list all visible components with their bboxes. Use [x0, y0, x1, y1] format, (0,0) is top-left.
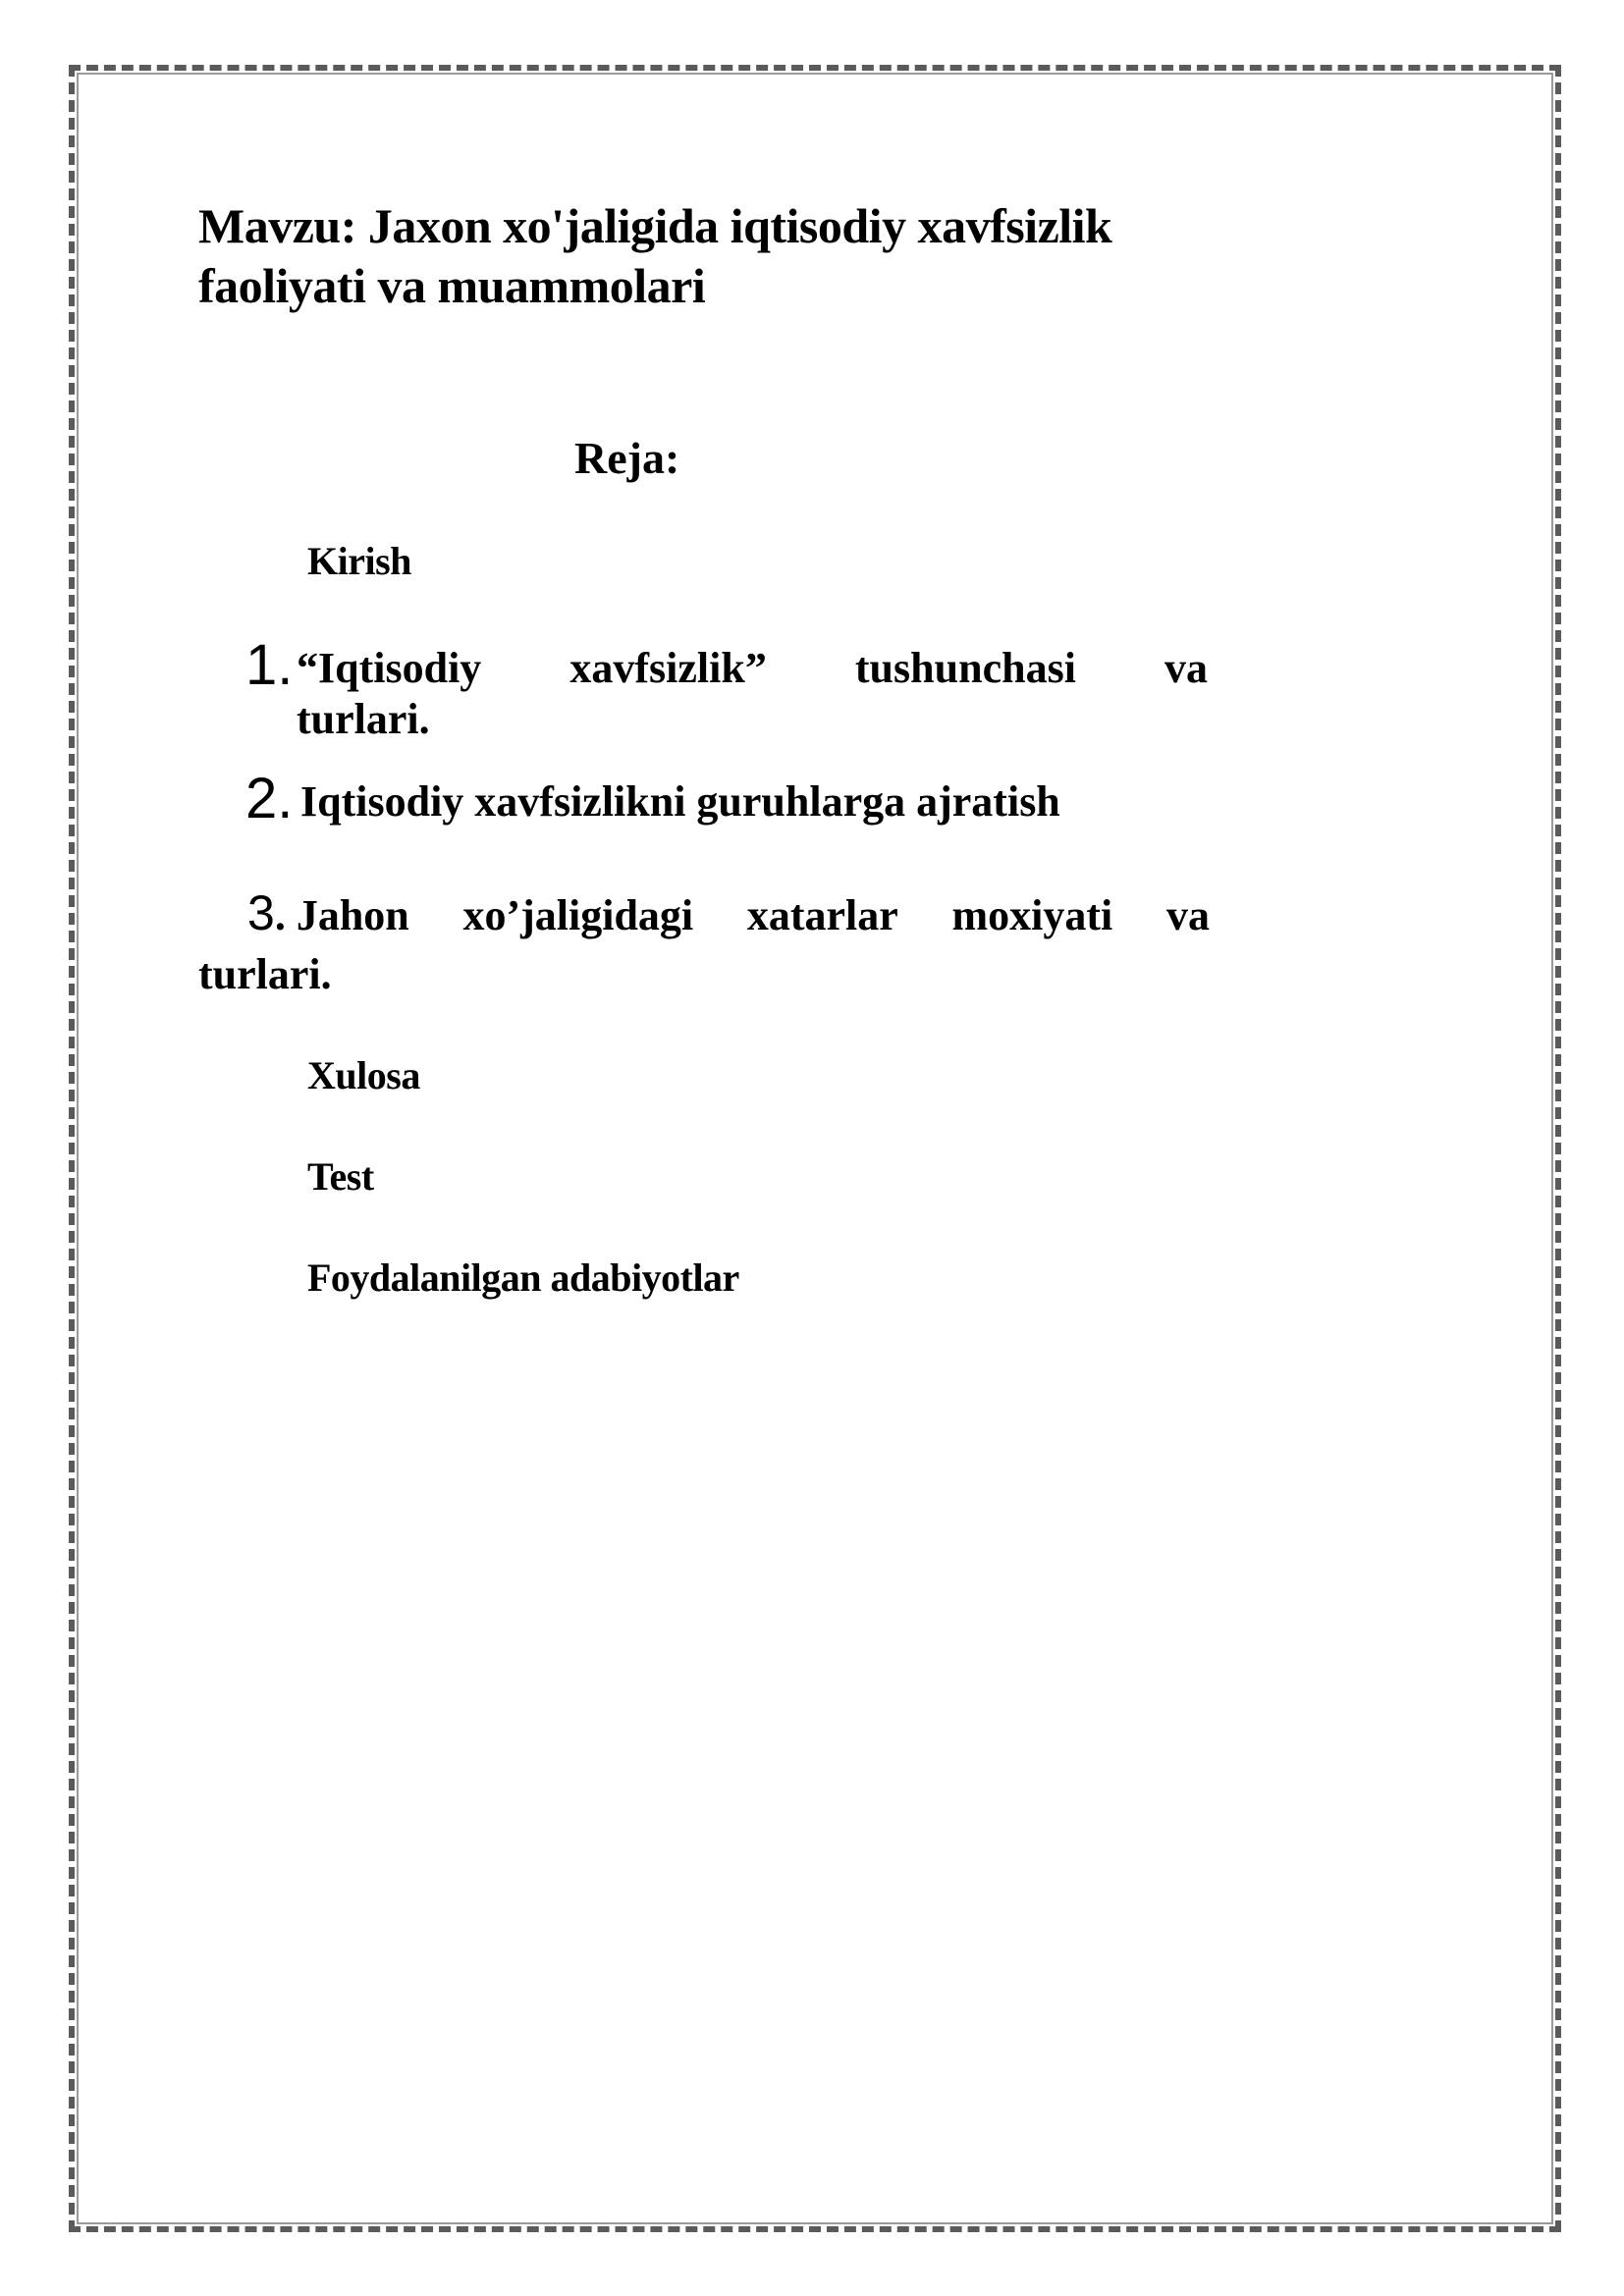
plan-heading: Reja: — [574, 433, 680, 483]
plan-item-3-number: 3 — [247, 885, 275, 940]
plan-item-2 — [245, 767, 1060, 831]
plan-item-3-dot: . — [274, 891, 286, 939]
document-body — [198, 196, 1210, 316]
plan-item-3-word-3: xatarlar — [746, 891, 898, 939]
plan-item-1-word-4: va — [1164, 644, 1208, 692]
document-title — [198, 196, 1210, 316]
plan-item-1-line-1 — [245, 633, 1208, 697]
plan-item-3-line-2: turlari. — [198, 950, 332, 998]
plan-item-3-word-4: moxiyati — [951, 891, 1113, 939]
plan-item-1-word-1: “Iqtisodiy — [297, 644, 482, 692]
plan-item-1-number: 1. — [245, 633, 294, 697]
plan-item-2-number: 2. — [245, 767, 294, 830]
plan-item-1-first — [245, 633, 482, 697]
title-line-1: Mavzu: Jaxon xo'jaligida iqtisodiy xavfsizlik — [198, 198, 1112, 253]
plan-item-2-text: Iqtisodiy xavfsizlikni guruhlarga ajratish — [300, 777, 1060, 826]
plan-item-1-word-2: xavfsizlik” — [569, 644, 767, 692]
test-item: Test — [307, 1154, 374, 1199]
plan-item-3-word-5: va — [1165, 891, 1210, 939]
conclusion-item: Xulosa — [307, 1053, 420, 1097]
plan-item-3-word-1: Jahon — [296, 891, 409, 939]
title-line-2: faoliyati va muammolari — [198, 258, 706, 313]
page-border — [69, 65, 1561, 2232]
plan-item-3-line-1 — [198, 883, 1210, 945]
plan-item-1-line-2: turlari. — [297, 695, 430, 743]
plan-item-1-word-3: tushunchasi — [854, 644, 1076, 692]
plan-item-3 — [198, 883, 1210, 1004]
plan-item-1 — [245, 633, 1208, 745]
plan-item-3-first — [247, 883, 409, 945]
plan-item-3-word-2: xo’jaligidagi — [462, 891, 694, 939]
references-item: Foydalanilgan adabiyotlar — [307, 1255, 739, 1300]
intro-item: Kirish — [307, 539, 411, 583]
